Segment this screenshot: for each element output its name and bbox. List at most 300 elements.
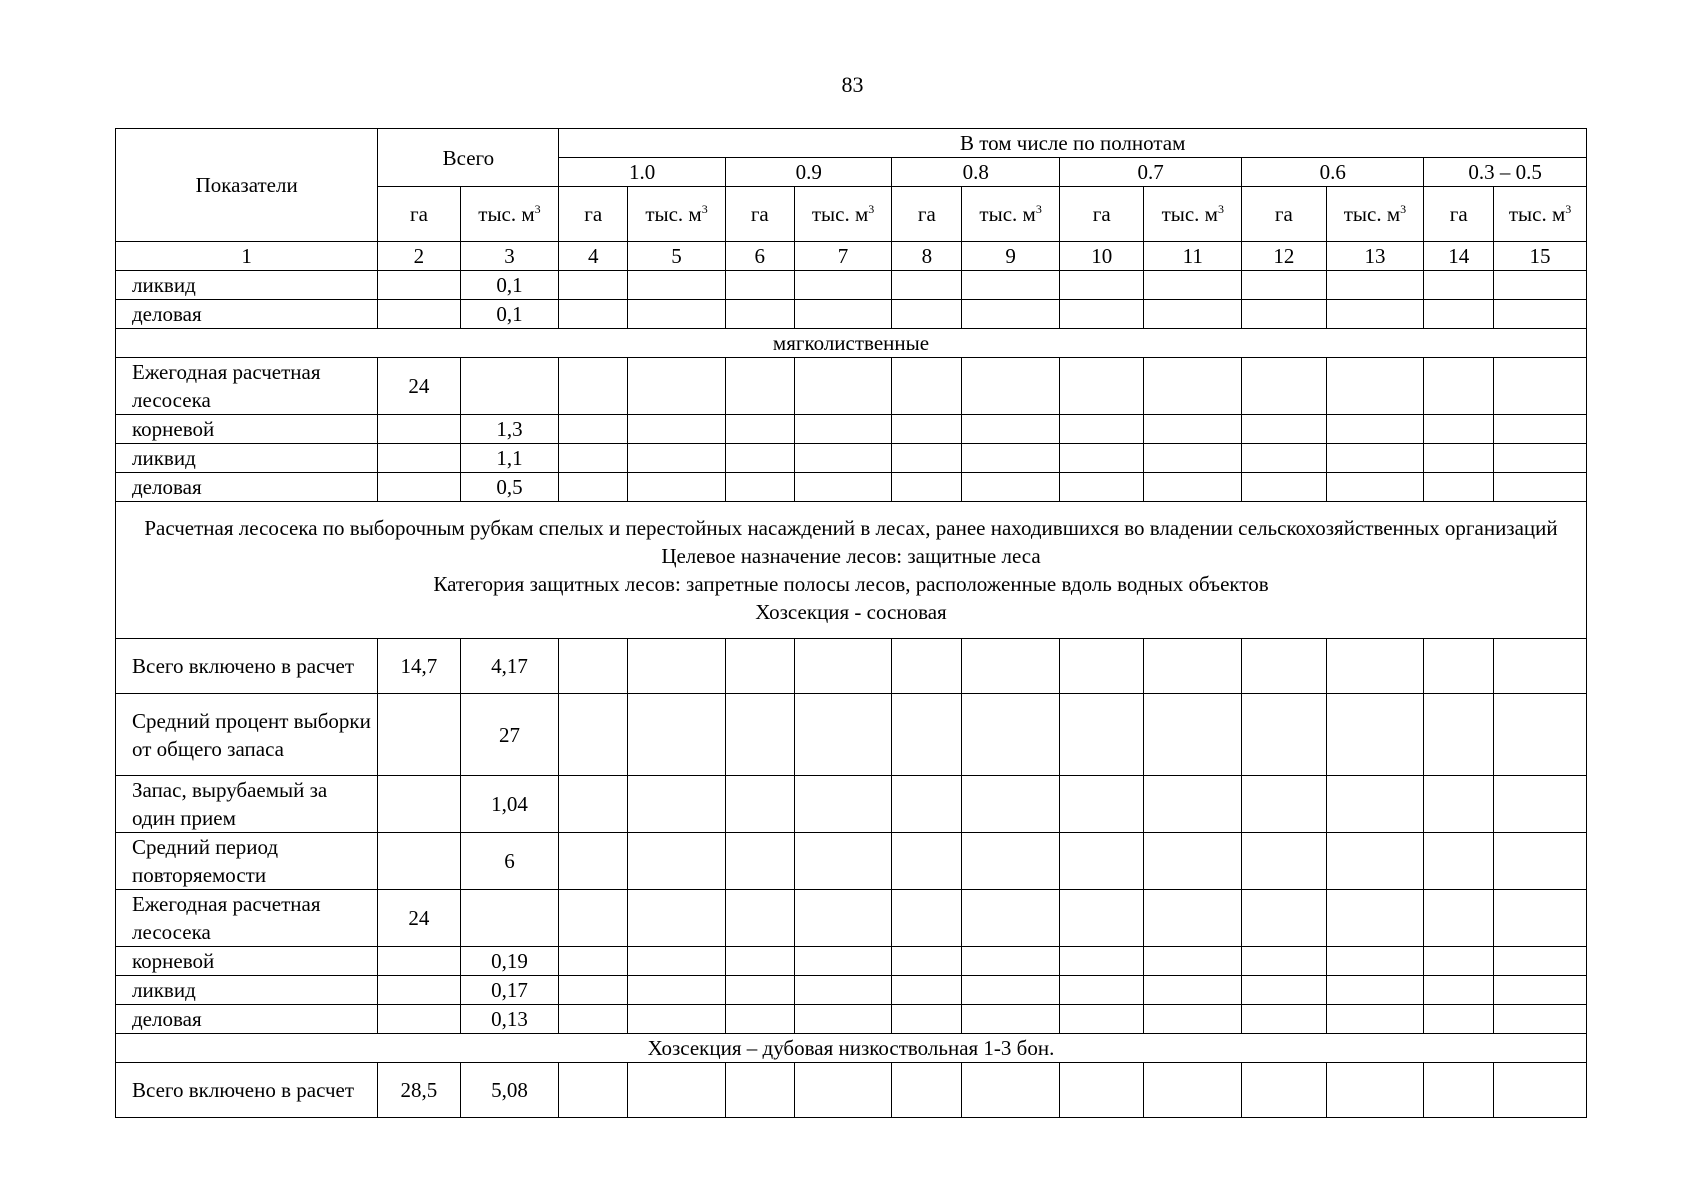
total-vol-cell: 0,13: [460, 1005, 559, 1034]
column-number: 6: [725, 242, 794, 271]
density-cell: [1494, 1005, 1587, 1034]
density-cell: [962, 1063, 1060, 1118]
density-cell: [725, 444, 794, 473]
density-cell: [1060, 976, 1144, 1005]
unit-vol-header: [628, 187, 726, 242]
total-vol-cell: 0,1: [460, 300, 559, 329]
density-header: 0.8: [892, 158, 1060, 187]
total-vol-cell: 5,08: [460, 1063, 559, 1118]
section-line: Хозсекция - сосновая: [755, 600, 947, 624]
density-cell: [892, 358, 962, 415]
row-label: Всего включено в расчет: [116, 639, 378, 694]
density-cell: [725, 776, 794, 833]
density-cell: [1144, 358, 1242, 415]
column-number: 15: [1494, 242, 1587, 271]
density-cell: [1144, 639, 1242, 694]
table-row: [116, 776, 1587, 833]
unit-vol-text: тыс. м: [1508, 202, 1566, 226]
total-vol-cell: 0,19: [460, 947, 559, 976]
density-cell: [725, 947, 794, 976]
density-cell: [1494, 271, 1587, 300]
page-number: 83: [841, 72, 864, 97]
density-cell: [1060, 300, 1144, 329]
density-cell: [892, 271, 962, 300]
unit-vol-superscript: 3: [1565, 202, 1572, 216]
density-cell: [892, 694, 962, 776]
unit-ha-header: га: [378, 187, 460, 242]
density-cell: [1326, 415, 1424, 444]
unit-vol-header: [460, 187, 559, 242]
density-cell: [725, 358, 794, 415]
density-cell: [1242, 473, 1326, 502]
density-cell: [628, 776, 726, 833]
column-number-row: [116, 242, 1587, 271]
table-row: [116, 976, 1587, 1005]
density-cell: [1144, 271, 1242, 300]
unit-vol-header: [1326, 187, 1424, 242]
table-row: [116, 473, 1587, 502]
density-cell: [1242, 947, 1326, 976]
density-cell: [1144, 1063, 1242, 1118]
density-cell: [1326, 890, 1424, 947]
density-cell: [628, 947, 726, 976]
column-number: 3: [460, 242, 559, 271]
density-cell: [725, 271, 794, 300]
total-ha-cell: [378, 976, 460, 1005]
unit-ha-header: га: [892, 187, 962, 242]
section-line: Категория защитных лесов: запретные полосы лесов, расположенные вдоль водных объектов: [433, 572, 1269, 596]
density-header: 1.0: [559, 158, 726, 187]
density-cell: [794, 890, 892, 947]
density-cell: [1424, 271, 1494, 300]
density-cell: [1060, 947, 1144, 976]
density-cell: [1144, 1005, 1242, 1034]
unit-vol-text: тыс. м: [979, 202, 1036, 226]
section-row: [116, 502, 1587, 639]
total-vol-cell: 1,04: [460, 776, 559, 833]
table-row: [116, 833, 1587, 890]
density-cell: [1060, 1005, 1144, 1034]
section-line: мягколиственные: [772, 331, 930, 355]
density-cell: [1424, 890, 1494, 947]
density-cell: [892, 639, 962, 694]
density-cell: [1242, 776, 1326, 833]
density-cell: [794, 976, 892, 1005]
total-vol-cell: 0,17: [460, 976, 559, 1005]
total-ha-cell: [378, 300, 460, 329]
density-cell: [892, 776, 962, 833]
column-number: 12: [1242, 242, 1326, 271]
density-cell: [725, 890, 794, 947]
density-cell: [1424, 833, 1494, 890]
density-cell: [962, 358, 1060, 415]
density-cell: [892, 300, 962, 329]
total-ha-cell: [378, 947, 460, 976]
density-cell: [559, 444, 628, 473]
unit-vol-text: тыс. м: [1343, 202, 1401, 226]
total-vol-cell: 0,1: [460, 271, 559, 300]
density-cell: [725, 639, 794, 694]
total-ha-cell: [378, 444, 460, 473]
row-label: ликвид: [116, 271, 378, 300]
density-cell: [1242, 976, 1326, 1005]
density-cell: [1326, 833, 1424, 890]
density-cell: [628, 694, 726, 776]
density-cell: [794, 473, 892, 502]
density-cell: [794, 1063, 892, 1118]
density-cell: [1060, 358, 1144, 415]
density-cell: [794, 271, 892, 300]
density-cell: [1326, 358, 1424, 415]
density-cell: [1494, 833, 1587, 890]
unit-vol-superscript: 3: [534, 202, 541, 216]
density-cell: [1242, 833, 1326, 890]
table-body: [116, 271, 1587, 1118]
section-line: Расчетная лесосека по выборочным рубкам спелых и перестойных насаждений в лесах, ранее находившихся во владении сельскохозяйственных организаций: [144, 516, 1558, 540]
density-cell: [892, 1063, 962, 1118]
density-cell: [725, 976, 794, 1005]
section-title: [116, 1034, 1587, 1063]
density-cell: [1494, 890, 1587, 947]
density-cell: [1424, 694, 1494, 776]
unit-vol-header: [1494, 187, 1587, 242]
density-cell: [725, 300, 794, 329]
density-cell: [1326, 444, 1424, 473]
density-cell: [559, 473, 628, 502]
total-ha-cell: [378, 473, 460, 502]
density-cell: [1326, 947, 1424, 976]
density-cell: [559, 1063, 628, 1118]
density-cell: [962, 271, 1060, 300]
header-total: Всего: [378, 129, 559, 187]
density-cell: [962, 976, 1060, 1005]
unit-vol-header: [962, 187, 1060, 242]
table-row: [116, 890, 1587, 947]
unit-ha-header: га: [559, 187, 628, 242]
density-cell: [1326, 1005, 1424, 1034]
density-cell: [1144, 444, 1242, 473]
density-cell: [1060, 1063, 1144, 1118]
density-cell: [794, 1005, 892, 1034]
unit-vol-text: тыс. м: [645, 202, 702, 226]
total-vol-cell: 6: [460, 833, 559, 890]
density-cell: [725, 833, 794, 890]
forest-cutting-table: [115, 128, 1587, 1118]
unit-vol-text: тыс. м: [811, 202, 869, 226]
density-cell: [1494, 694, 1587, 776]
density-cell: [1494, 300, 1587, 329]
density-cell: [962, 890, 1060, 947]
density-cell: [559, 358, 628, 415]
unit-vol-text: тыс. м: [1161, 202, 1218, 226]
column-number: 1: [116, 242, 378, 271]
density-cell: [892, 833, 962, 890]
density-cell: [892, 415, 962, 444]
density-cell: [1424, 444, 1494, 473]
density-cell: [1144, 776, 1242, 833]
total-vol-cell: 0,5: [460, 473, 559, 502]
table-row: [116, 694, 1587, 776]
density-cell: [1060, 890, 1144, 947]
row-label: Всего включено в расчет: [116, 1063, 378, 1118]
density-cell: [962, 639, 1060, 694]
density-cell: [892, 444, 962, 473]
row-label: деловая: [116, 473, 378, 502]
table-row: [116, 358, 1587, 415]
total-ha-cell: [378, 833, 460, 890]
total-ha-cell: 24: [378, 358, 460, 415]
density-cell: [628, 1005, 726, 1034]
section-row: [116, 1034, 1587, 1063]
total-ha-cell: 14,7: [378, 639, 460, 694]
density-cell: [559, 271, 628, 300]
section-line: Целевое назначение лесов: защитные леса: [661, 544, 1041, 568]
density-cell: [962, 947, 1060, 976]
column-number: 10: [1060, 242, 1144, 271]
total-ha-cell: 24: [378, 890, 460, 947]
density-cell: [725, 1063, 794, 1118]
total-vol-cell: [460, 890, 559, 947]
density-cell: [1242, 694, 1326, 776]
density-cell: [794, 639, 892, 694]
column-number: 7: [794, 242, 892, 271]
column-number: 14: [1424, 242, 1494, 271]
density-cell: [1326, 639, 1424, 694]
density-cell: [559, 947, 628, 976]
total-vol-cell: [460, 358, 559, 415]
density-cell: [962, 694, 1060, 776]
section-line: Хозсекция – дубовая низкоствольная 1-3 бон.: [647, 1036, 1055, 1060]
density-cell: [1242, 300, 1326, 329]
total-vol-cell: 27: [460, 694, 559, 776]
density-cell: [1424, 639, 1494, 694]
total-ha-cell: [378, 694, 460, 776]
table-row: [116, 639, 1587, 694]
column-number: 2: [378, 242, 460, 271]
density-cell: [559, 300, 628, 329]
density-cell: [1424, 415, 1494, 444]
unit-ha-header: га: [1060, 187, 1144, 242]
row-label: Ежегодная расчетная лесосека: [116, 358, 378, 415]
density-cell: [1326, 694, 1424, 776]
density-cell: [1494, 444, 1587, 473]
header-by-density: В том числе по полнотам: [559, 129, 1587, 158]
density-cell: [628, 358, 726, 415]
density-cell: [559, 415, 628, 444]
column-number: 5: [628, 242, 726, 271]
table-row: [116, 300, 1587, 329]
table-row: [116, 1005, 1587, 1034]
column-number: 8: [892, 242, 962, 271]
row-label: деловая: [116, 1005, 378, 1034]
density-cell: [559, 776, 628, 833]
unit-ha-header: га: [1424, 187, 1494, 242]
total-vol-cell: 1,1: [460, 444, 559, 473]
density-cell: [559, 639, 628, 694]
density-cell: [1242, 1063, 1326, 1118]
unit-vol-header: [794, 187, 892, 242]
density-cell: [559, 1005, 628, 1034]
density-cell: [1060, 694, 1144, 776]
density-cell: [628, 833, 726, 890]
density-cell: [725, 473, 794, 502]
density-cell: [962, 473, 1060, 502]
density-cell: [628, 300, 726, 329]
density-cell: [1242, 639, 1326, 694]
density-cell: [1060, 776, 1144, 833]
total-vol-cell: 1,3: [460, 415, 559, 444]
table-row: [116, 1063, 1587, 1118]
density-cell: [962, 1005, 1060, 1034]
density-cell: [1144, 976, 1242, 1005]
density-cell: [1326, 976, 1424, 1005]
density-cell: [892, 473, 962, 502]
density-cell: [1060, 415, 1144, 444]
row-label: корневой: [116, 947, 378, 976]
table-row: [116, 415, 1587, 444]
density-cell: [1144, 694, 1242, 776]
density-cell: [1424, 358, 1494, 415]
density-cell: [628, 639, 726, 694]
column-number: 11: [1144, 242, 1242, 271]
density-header: 0.7: [1060, 158, 1242, 187]
density-cell: [892, 976, 962, 1005]
density-cell: [1144, 300, 1242, 329]
section-title: [116, 329, 1587, 358]
density-cell: [1494, 947, 1587, 976]
unit-ha-header: га: [1242, 187, 1326, 242]
header-indicators: Показатели: [116, 129, 378, 242]
density-cell: [794, 833, 892, 890]
density-header: 0.9: [725, 158, 892, 187]
density-cell: [628, 890, 726, 947]
section-row: [116, 329, 1587, 358]
total-vol-cell: 4,17: [460, 639, 559, 694]
density-cell: [1424, 300, 1494, 329]
density-cell: [1144, 890, 1242, 947]
density-cell: [1326, 776, 1424, 833]
total-ha-cell: 28,5: [378, 1063, 460, 1118]
unit-vol-superscript: 3: [1035, 202, 1042, 216]
density-cell: [1060, 444, 1144, 473]
density-cell: [559, 890, 628, 947]
density-cell: [794, 776, 892, 833]
row-label: корневой: [116, 415, 378, 444]
row-label: ликвид: [116, 444, 378, 473]
total-ha-cell: [378, 271, 460, 300]
density-cell: [628, 473, 726, 502]
density-cell: [1060, 833, 1144, 890]
density-cell: [1242, 1005, 1326, 1034]
density-cell: [1494, 1063, 1587, 1118]
density-cell: [628, 976, 726, 1005]
density-cell: [1326, 473, 1424, 502]
density-cell: [725, 694, 794, 776]
total-ha-cell: [378, 776, 460, 833]
density-cell: [628, 415, 726, 444]
density-cell: [1494, 639, 1587, 694]
density-cell: [1242, 444, 1326, 473]
density-cell: [794, 444, 892, 473]
row-label: Запас, вырубаемый за один прием: [116, 776, 378, 833]
density-cell: [892, 947, 962, 976]
density-cell: [1060, 271, 1144, 300]
density-cell: [1144, 947, 1242, 976]
density-cell: [1242, 271, 1326, 300]
density-cell: [628, 1063, 726, 1118]
column-number: 4: [559, 242, 628, 271]
total-ha-cell: [378, 415, 460, 444]
density-cell: [628, 444, 726, 473]
density-cell: [559, 976, 628, 1005]
density-cell: [725, 1005, 794, 1034]
density-cell: [559, 694, 628, 776]
density-cell: [962, 444, 1060, 473]
density-cell: [1242, 358, 1326, 415]
density-cell: [1494, 358, 1587, 415]
density-cell: [892, 1005, 962, 1034]
density-cell: [1424, 976, 1494, 1005]
density-cell: [1326, 300, 1424, 329]
row-label: деловая: [116, 300, 378, 329]
unit-vol-superscript: 3: [1400, 202, 1407, 216]
table-row: [116, 444, 1587, 473]
density-cell: [1242, 890, 1326, 947]
density-cell: [1494, 473, 1587, 502]
row-label: Средний период повторяемости: [116, 833, 378, 890]
density-cell: [794, 300, 892, 329]
density-cell: [1494, 776, 1587, 833]
density-cell: [794, 415, 892, 444]
density-cell: [1494, 976, 1587, 1005]
total-ha-cell: [378, 1005, 460, 1034]
density-cell: [962, 833, 1060, 890]
density-cell: [1424, 1005, 1494, 1034]
density-cell: [962, 776, 1060, 833]
table-row: [116, 271, 1587, 300]
unit-vol-superscript: 3: [868, 202, 875, 216]
density-cell: [628, 271, 726, 300]
row-label: ликвид: [116, 976, 378, 1005]
unit-vol-superscript: 3: [1217, 202, 1224, 216]
density-cell: [1424, 776, 1494, 833]
unit-vol-superscript: 3: [701, 202, 708, 216]
row-label: Ежегодная расчетная лесосека: [116, 890, 378, 947]
density-cell: [1144, 473, 1242, 502]
density-cell: [1144, 833, 1242, 890]
density-cell: [559, 833, 628, 890]
density-cell: [1424, 1063, 1494, 1118]
density-header: 0.6: [1242, 158, 1424, 187]
unit-vol-text: тыс. м: [478, 202, 535, 226]
density-cell: [962, 415, 1060, 444]
density-cell: [1060, 473, 1144, 502]
density-cell: [1326, 1063, 1424, 1118]
unit-ha-header: га: [725, 187, 794, 242]
unit-vol-header: [1144, 187, 1242, 242]
density-cell: [1144, 415, 1242, 444]
density-cell: [1494, 415, 1587, 444]
density-cell: [892, 890, 962, 947]
density-cell: [794, 947, 892, 976]
density-cell: [962, 300, 1060, 329]
density-cell: [794, 694, 892, 776]
table-row: [116, 947, 1587, 976]
density-cell: [1424, 947, 1494, 976]
row-label: Средний процент выборки от общего запаса: [116, 694, 378, 776]
section-title: [116, 502, 1587, 639]
column-number: 13: [1326, 242, 1424, 271]
